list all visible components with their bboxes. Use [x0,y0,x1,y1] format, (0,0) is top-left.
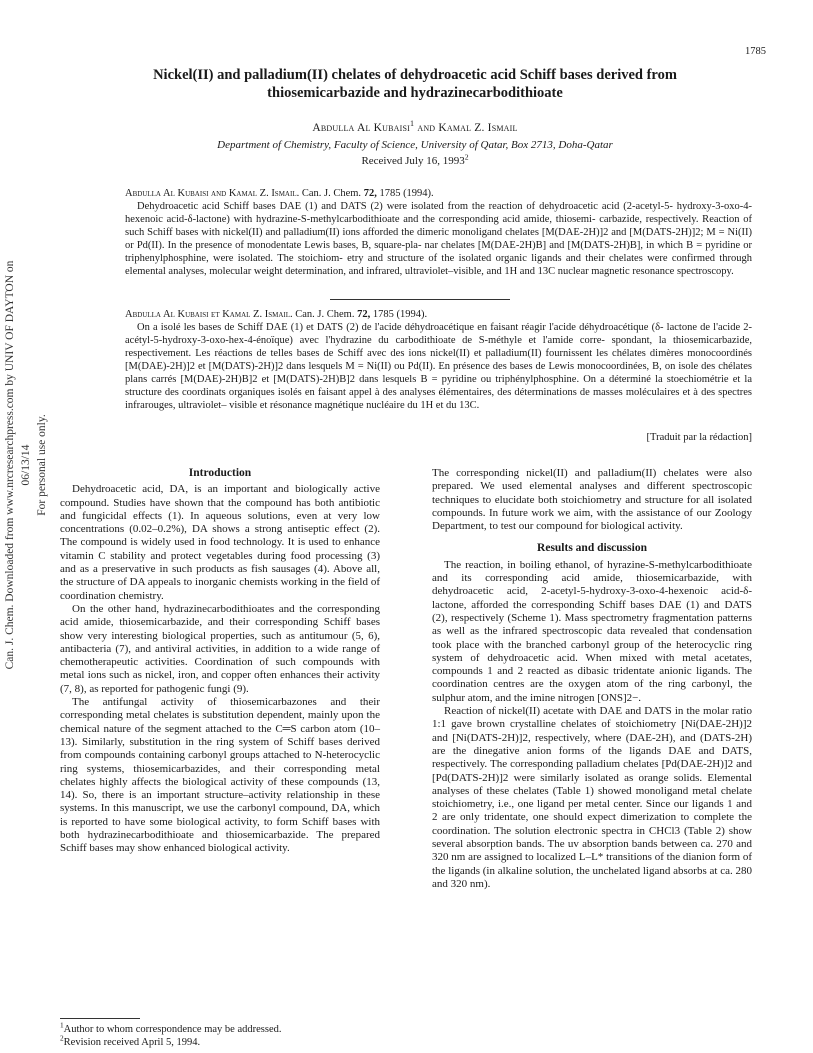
introduction-heading: Introduction [188,467,252,479]
abstract-fr-cite-journal: Can. J. Chem. [295,309,355,320]
abstract-en-line: carbazide, respectively. Reaction of such Schiff bases with nickel(II) and palladium(II) ions afforded the dimeric monoligand [125,214,752,238]
download-watermark [2,245,48,685]
footnote-1-text: Author to whom correspondence may be addressed. [63,1024,282,1035]
abstract-fr-cite-authors: Abdulla Al Kubaisi et Kamal Z. Ismail. [125,309,293,320]
footnotes [60,1020,380,1049]
results-paragraph: Reaction of nickel(II) acetate with DAE and DATS in the molar ratio 1:1 gave brown crystalline chelates of stoichiometry [Ni(DAE-2H)]2 and [Ni(DATS-2H)]2, respectively, where (DAE-2H), and (DATS-2H) are the dinegative anion forms of the ligands DAE and DATS, respectively. The corresponding palladium chelates [Pd(DAE-2H)]2 and [Pd(DATS-2H)]2 were similarly isolated as orange solids. Elemental analyses of these chelates (Table 1) showed monoligand metal chelate stoichiometry, i.e., one ligand per metal center. Since our ligands 1 and 2 are only tridentate, one should expect dimerization to complete the coordination. The solution electronic spectra in CHCl3 (Table 2) show several absorption bands. The uv absorption bands between ca. 270 and 320 nm are assigned to localized L–L* transitions of the dianion form of the ligands (in alkaline solution, the unchelated ligand absorbs at ca. 280 and 320 nm). [432,705,752,890]
author-1: Abdulla Al Kubaisi [312,122,411,134]
abstract-en-line: Dehydroacetic acid Schiff bases DAE (1) and DATS (2) were isolated from the reaction of dehydroacetic acid (2-acetyl-5- [137,201,673,212]
abstract-fr-citation [125,308,752,321]
abstract-fr-line: lesquels B = pyridine ou triphénylphosphine. On a déterminé la stoechiométrie et la structure des coordinats organiques isolés en [125,374,753,398]
received-date-text: Received July 16, 1993 [361,155,465,167]
abstract-english [125,187,752,278]
abstract-fr-line: spondant, la thiosemicarbazide, respectivement. Les réactions de telles bases de Schiff avec des ions nickel(II) et palladium(II) [125,335,752,359]
results-heading: Results and discussion [537,542,647,555]
footnote-1 [60,1020,380,1036]
footnote-2 [60,1033,380,1049]
left-column [60,467,380,856]
abstract-fr-line: présence des bases de Lewis monocoordinées, B, on isole des chélates plans carrés [M(DAE)-2H)B]2 et [M(DATS)-2H)B]2 dans [125,361,753,385]
abstract-en-cite-rest: 1785 (1994). [379,188,434,199]
received-footnote-mark: 2 [464,152,469,162]
download-watermark-line1: Can. J. Chem. Downloaded from www.nrcresearchpress.com by UNIV OF DAYTON on 06/13/14 [4,260,32,670]
abstract-en-line: etry and structure of the isolated organic ligands and their chelates were confirmed through elemental analyses, molecular weight [125,253,752,277]
footnote-divider [60,1018,140,1019]
right-column [432,467,752,891]
abstract-en-line: hydroxy-3-oxo-4-hexenoic acid-δ-lactone) with hydrazine-S-methylcarbodithioate and the corresponding acid amide, thiosemi- [125,201,752,225]
abstract-en-cite-authors: Abdulla Al Kubaisi and Kamal Z. Ismail. [125,188,300,199]
introduction-paragraph: Dehydroacetic acid, DA, is an important and biologically active compound. Studies have shown that the compound has both antibiotic and fungicidal effects (1). In aqueous solutions, even at very low concentrations (0.02–0.2%), DA shows a strong antiseptic effect (2). The compound is widely used in food technology. It is used to enhance vitamin C stability and protect vegetables during food processing (3) and as a preservative in such products as fish sausages (4). Above all, the structure of DA appeals to inorganic chemists working in the field of coordination chemistry. [60,483,380,602]
abstract-en-body [125,200,752,278]
abstract-french [125,308,752,412]
title-line-1: Nickel(II) and palladium(II) chelates of dehydroacetic acid Schiff bases derived from [153,67,677,83]
abstract-fr-line: faisant appel à des analyses élémentaires, des déterminations de masses moléculaires et à des spectres infrarouges, ultraviolet– [125,387,752,411]
abstract-divider [330,299,510,300]
download-watermark-line2: For personal use only. [36,414,48,516]
translation-note: [Traduit par la rédaction] [646,432,752,443]
abstract-fr-line: On a isolé les bases de Schiff DAE (1) et DATS (2) de l'acide déhydroacétique en faisant réagir l'acide déhydroacétique (δ- [137,322,664,333]
introduction-paragraph: On the other hand, hydrazinecarbodithioates and the corresponding acid amide, thiosemicarbazide, and their corresponding Schiff bases show very interesting biological properties, such as antitumour (5, 6), antibacteria (7), and antiviral activities, in addition to a wide range of chemotherapeutic activities. Coordination of such compounds with metal ions such as nickel, iron, and copper often enhances their activity (7, 8), as reported for pathogenic fungi (9). [60,602,380,695]
author-1-footnote-mark: 1 [410,119,415,129]
abstract-en-cite-volume: 72, [363,188,377,199]
title-line-2: thiosemicarbazide and hydrazinecarbodithioate [267,85,563,101]
abstract-fr-line: fournissent les chélates dimères monocoordinés [M(DAE)-2H)]2 et [M(DATS)-2H)]2 dans lesquels M = Ni(II) ou Pd(II). En [125,348,752,372]
footnote-2-text: Revision received April 5, 1994. [63,1037,201,1048]
page-number: 1785 [745,46,766,57]
abstract-en-citation [125,187,752,200]
footnote-1-mark: 1 [60,1020,64,1030]
author-conjunction: and [417,122,436,134]
abstract-fr-cite-rest: 1785 (1994). [372,309,428,320]
article-title [95,66,735,102]
abstract-en-line: determination, and infrared, ultraviolet–visible, and 1H and 13C nuclear magnetic resonance spectroscopy. [285,266,734,277]
introduction-paragraph-continued: The corresponding nickel(II) and palladium(II) chelates were also prepared. We used elemental analyses and different spectroscopic techniques to elucidate both stoichiometry and structure for all isolated compounds. In future work we aim, with the assistance of our Zoology Department, to test our compound for biological activity. [432,467,752,533]
abstract-en-line: nar chelates [M(DAE-2H)B] and [M(DATS-2H)B], in which B = pyridine or triphenylphosphine, were isolated. The stoichiom- [125,240,753,264]
author-2: Kamal Z. Ismail [438,122,518,134]
results-paragraph: The reaction, in boiling ethanol, of hyrazine-S-methylcarbodithioate and its corresponding acid amide, thiosemicarbazide, with dehydroacetic acid, 2-acetyl-5-hydroxy-3-oxo-4-hexenoic acid-δ-lactone, afforded the corresponding Schiff bases DAE (1) and DATS (2), respectively (Scheme 1). Mass spectrometry fragmentation patterns as well as the infrared spectroscopic data revealed that condensation took place with the branched carbonyl group of the heterocyclic ring system of dehydroacetic acid. When mixed with metal acetates, compounds 1 and 2 reacted as dibasic tridentate anionic ligands. The coordination centres are the oxygen atom of the ring carbonyl, the sulphur atom, and the imine nitrogen [ONS]2−. [432,558,752,704]
abstract-fr-body [125,321,752,412]
affiliation: Department of Chemistry, Faculty of Science, University of Qatar, Box 2713, Doha-Qatar [217,139,613,151]
received-date [95,152,735,167]
abstract-fr-cite-volume: 72, [357,309,371,320]
introduction-paragraph: The antifungal activity of thiosemicarbazones and their corresponding metal chelates is substitution dependent, mainly upon the chemical nature of the segment attached to the C═S carbon atom (10–13). Similarly, substitution in the ring system of Schiff bases derived from compounds containing carbonyl groups attached to N-heterocyclic ring systems, thiosemicarbazides, and their corresponding metal chelates highly affects the biological activity of these compounds (13, 14). So, there is an important structure–activity relationship in these systems. In this manuscript, we use the carbonyl compound, DA, which is reported to have some biological activity, to form Schiff bases with both hydrazinecarbodithioate and thiosemicarbazide. The prepared Schiff bases may show enhanced biological activity. [60,696,380,855]
abstract-en-line: chelates [M(DAE-2H)]2 and [M(DATS-2H)]2; M = Ni(II) or Pd(II). In the presence of monodentate Lewis bases, B, square-pla- [125,227,752,251]
abstract-fr-line: lactone de l'acide 2-acétyl-5-hydroxy-3-oxo-hex-4-énoïque) avec l'hydrazine du carbodithioate de S-méthyle et l'amide corre- [125,322,752,346]
abstract-en-cite-journal: Can. J. Chem. [301,188,362,199]
footnote-2-mark: 2 [60,1033,64,1043]
abstract-fr-line: visible et résonance magnétique nucléaire du 1H et du 13C. [229,400,480,411]
author-list [95,119,735,134]
